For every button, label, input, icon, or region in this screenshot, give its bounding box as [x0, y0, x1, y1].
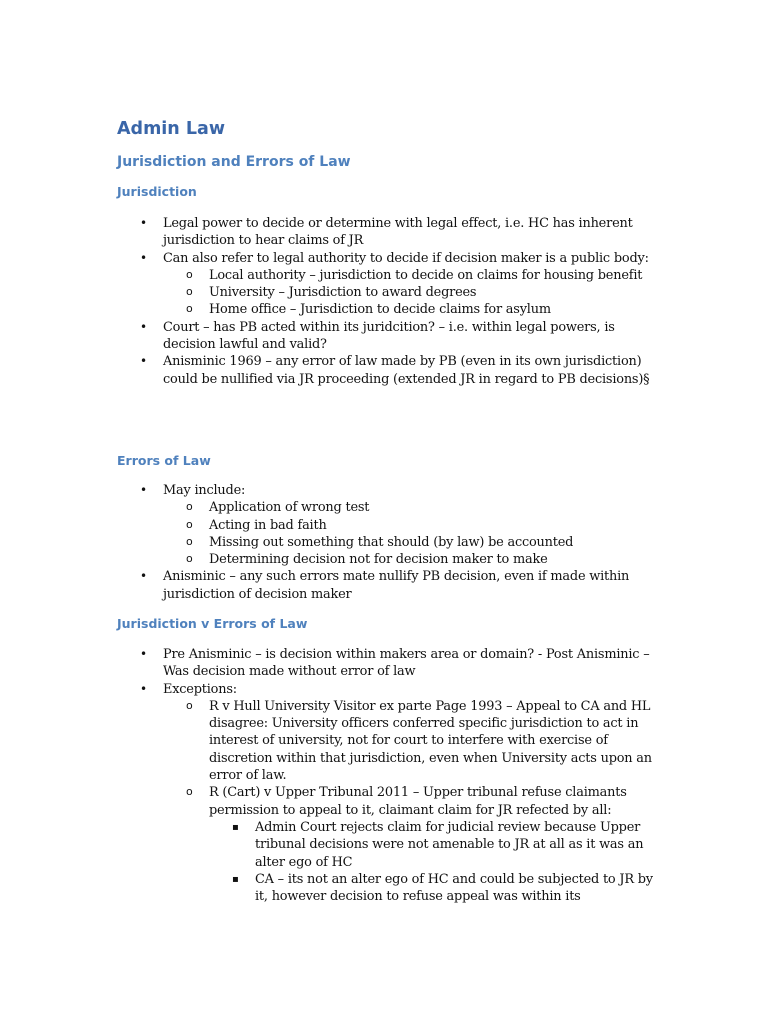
list-item: • Pre Anisminic – is decision within makers area or domain? - Post Anisminic – Was decision made without error of law — [0, 646, 655, 681]
errors-of-law-list — [0, 482, 768, 603]
sub-list-item: o Acting in bad faith — [209, 517, 655, 534]
list-item: • May include: o Application of wrong test o Acting in bad faith o Missing out something that should (by law) be accounted o Determining decision not for decision maker to make — [0, 482, 655, 568]
sub-list-item: o Application of wrong test — [209, 499, 655, 516]
sub-list — [163, 499, 655, 568]
sub-list-item: o R (Cart) v Upper Tribunal 2011 – Upper tribunal refuse claimants permission to appeal to it, claimant claim for JR refected by all: ▪ Admin Court rejects claim for judicial review because Upper tribunal decisions were not amenable to JR at all as it was an alter ego of HC ▪ CA – its not an alter ego of HC and could be subjected to JR by it, however decision to refuse appeal was within its — [209, 784, 655, 905]
list-item: • Exceptions: o R v Hull University Visitor ex parte Page 1993 – Appeal to CA and HL disagree: University officers conferred specific jurisdiction to act in interest of university, not for court to interfere with exercise of discretion within that jurisdiction, even when University acts upon an error of law. o R (Cart) v Upper Tribunal 2011 – Upper tribunal refuse claimants permission to appeal to it, claimant claim for JR refected by all: ▪ Admin Court rejects claim for judicial review because Upper tribunal decisions were not amenable to JR at all as it was an alter ego of HC ▪ CA – its not an alter ego of HC and could be subjected to JR by it, however decision to refuse appeal was within its — [0, 681, 655, 906]
list-item: • Can also refer to legal authority to decide if decision maker is a public body: o Local authority – jurisdiction to decide on claims for housing benefit o University – Jurisdiction to award degrees o Home office – Jurisdiction to decide claims for asylum — [0, 250, 655, 319]
sub-sub-list-item: ▪ Admin Court rejects claim for judicial review because Upper tribunal decisions were not amenable to JR at all as it was an alter ego of HC — [255, 819, 655, 871]
sub-list — [163, 267, 655, 319]
list-item: • Anisminic 1969 – any error of law made by PB (even in its own jurisdiction) could be nullified via JR proceeding (extended JR in regard to PB decisions)§ — [0, 353, 655, 388]
page-title: Admin Law — [117, 119, 225, 139]
sub-list-item: o University – Jurisdiction to award degrees — [209, 284, 655, 301]
list-item: • Legal power to decide or determine with legal effect, i.e. HC has inherent jurisdiction to hear claims of JR — [0, 215, 655, 250]
jurisdiction-v-errors-list — [0, 646, 768, 905]
list-item: • Anisminic – any such errors mate nullify PB decision, even if made within jurisdiction of decision maker — [0, 568, 655, 603]
subheading-errors-of-law: Errors of Law — [117, 453, 211, 468]
section-heading: Jurisdiction and Errors of Law — [117, 154, 351, 170]
sub-list-item: o Missing out something that should (by law) be accounted — [209, 534, 655, 551]
list-item: • Court – has PB acted within its juridcition? – i.e. within legal powers, is decision lawful and valid? — [0, 319, 655, 354]
sub-list-item: o Determining decision not for decision maker to make — [209, 551, 655, 568]
sub-list-item: o R v Hull University Visitor ex parte Page 1993 – Appeal to CA and HL disagree: University officers conferred specific jurisdiction to act in interest of university, not for court to interfere with exercise of discretion within that jurisdiction, even when University acts upon an error of law. — [209, 698, 655, 784]
sub-list — [163, 698, 655, 906]
sub-list-item: o Local authority – jurisdiction to decide on claims for housing benefit — [209, 267, 655, 284]
sub-sub-list-item: ▪ CA – its not an alter ego of HC and could be subjected to JR by it, however decision to refuse appeal was within its — [255, 871, 655, 906]
sub-list-item: o Home office – Jurisdiction to decide claims for asylum — [209, 301, 655, 318]
sub-sub-list — [209, 819, 655, 905]
jurisdiction-list — [0, 215, 768, 388]
subheading-jurisdiction-v-errors: Jurisdiction v Errors of Law — [117, 616, 308, 631]
subheading-jurisdiction: Jurisdiction — [117, 184, 197, 199]
